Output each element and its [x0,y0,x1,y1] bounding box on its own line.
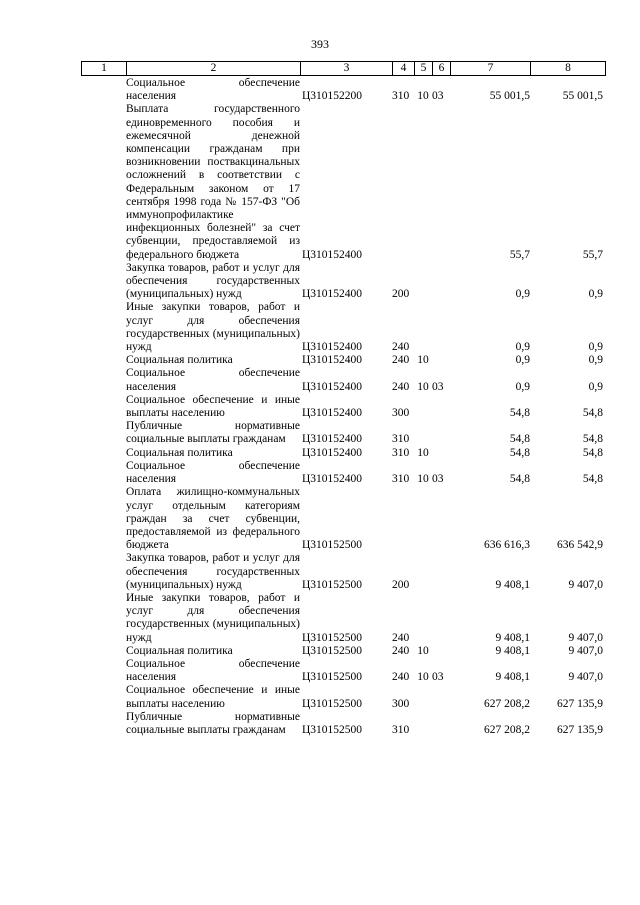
table-row [81,354,610,367]
row-col-4: 310 [392,90,410,103]
row-name: Иные закупки товаров, работ и услуг для обеспечения государственных (муниципальных) нужд [126,301,300,354]
table-row [81,552,610,592]
row-code: Ц310152400 [302,380,363,393]
row-name: Социальная политика [126,446,233,459]
row-col-8: 54,8 [582,446,603,459]
row-code: Ц310152400 [302,288,363,301]
row-name: Иные закупки товаров, работ и услуг для обеспечения государственных (муниципальных) нужд [126,591,300,644]
row-code: Ц310152500 [302,671,363,684]
row-col-4: 300 [392,697,410,710]
row-name: Социальное обеспечение населения [126,367,300,393]
table-row [81,658,610,684]
row-name: Оплата жилищно-коммунальных услуг отдельным категориям граждан за счет субвенции, предоставляемой из федерального бюджета [126,486,300,552]
table-row [81,460,610,486]
row-code: Ц310152400 [302,407,363,420]
row-col-4: 310 [392,723,410,736]
row-name: Социальная политика [126,644,233,657]
row-col-5: 10 [417,446,429,459]
table-header [81,61,606,76]
table-row [81,645,610,658]
table-body [81,77,610,737]
row-code: Ц310152400 [302,473,363,486]
row-col-4: 240 [392,380,410,393]
header-col-3: 3 [301,62,393,76]
row-name: Социальное обеспечение населения [126,77,300,103]
row-code: Ц310152500 [302,723,363,736]
row-col-8: 9 407,0 [568,578,603,591]
row-name: Социальное обеспечение и иные выплаты населению [126,393,300,420]
row-col-7: 0,9 [515,354,530,367]
row-col-8: 0,9 [588,380,603,393]
row-col-7: 627 208,2 [484,697,530,710]
row-col-7: 636 616,3 [484,539,530,552]
row-col-8: 9 407,0 [568,644,603,657]
table-row [81,684,610,710]
row-col-4: 240 [392,341,410,354]
row-col-7: 55,7 [509,248,530,261]
table-row [81,77,610,103]
row-col-7: 9 408,1 [495,578,530,591]
row-col-7: 0,9 [515,380,530,393]
row-code: Ц310152400 [302,446,363,459]
row-name: Закупка товаров, работ и услуг для обеспечения государственных (муниципальных) нужд [126,552,300,591]
row-code: Ц310152400 [302,433,363,446]
row-name: Социальное обеспечение населения [126,459,300,486]
row-col-5: 10 [417,671,429,684]
row-col-5: 10 [417,354,429,367]
header-col-4: 4 [393,62,415,76]
row-col-8: 627 135,9 [557,723,603,736]
row-col-7: 54,8 [509,473,530,486]
row-col-7: 9 408,1 [495,644,530,657]
row-col-8: 54,8 [582,473,603,486]
row-col-8: 55,7 [582,248,603,261]
row-col-7: 9 408,1 [495,671,530,684]
row-name: Публичные нормативные социальные выплаты гражданам [126,420,300,446]
row-col-7: 0,9 [515,288,530,301]
row-col-8: 9 407,0 [568,671,603,684]
header-col-2: 2 [127,62,301,76]
row-col-4: 240 [392,631,410,644]
row-col-7: 54,8 [509,433,530,446]
row-code: Ц310152500 [302,644,363,657]
table-row [81,447,610,460]
row-col-7: 55 001,5 [489,90,530,103]
row-col-4: 310 [392,473,410,486]
table-row [81,486,610,552]
header-col-7: 7 [451,62,531,76]
row-col-4: 200 [392,578,410,591]
row-code: Ц310152500 [302,697,363,710]
row-code: Ц310152500 [302,578,363,591]
table-row [81,262,610,302]
row-col-4: 310 [392,433,410,446]
row-col-6: 03 [432,473,444,486]
row-col-5: 10 [417,90,429,103]
row-col-8: 55 001,5 [562,90,603,103]
row-code: Ц310152500 [302,539,363,552]
page-number: 393 [311,37,329,51]
row-col-5: 10 [417,644,429,657]
row-col-6: 03 [432,671,444,684]
row-col-6: 03 [432,90,444,103]
row-col-7: 627 208,2 [484,723,530,736]
row-col-5: 10 [417,473,429,486]
row-col-4: 240 [392,354,410,367]
row-name: Социальное обеспечение населения [126,657,300,684]
row-col-7: 54,8 [509,407,530,420]
row-col-8: 636 542,9 [557,539,603,552]
row-col-8: 9 407,0 [568,631,603,644]
row-col-8: 54,8 [582,407,603,420]
row-name: Закупка товаров, работ и услуг для обеспечения государственных (муниципальных) нужд [126,261,300,301]
table-row [81,592,610,645]
row-name: Выплата государственного единовременного пособия и ежемесячной денежной компенсации гражданам при возникновении поствакцинальных осложнений в соответствии с Федеральным законом от 17 сентября 1998 года № 157-ФЗ "Об иммунопрофилактике инфекционных болезней" за счет субвенции, предоставляемой из федерального бюджета [126,103,300,261]
row-col-6: 03 [432,380,444,393]
row-code: Ц310152400 [302,341,363,354]
row-col-8: 0,9 [588,341,603,354]
table-row [81,711,610,737]
row-name: Публичные нормативные социальные выплаты гражданам [126,710,300,736]
table-row [81,420,610,446]
table-row [81,394,610,420]
header-col-1: 1 [82,62,127,76]
row-col-8: 54,8 [582,433,603,446]
row-col-4: 200 [392,288,410,301]
row-col-8: 0,9 [588,354,603,367]
row-col-4: 310 [392,446,410,459]
row-code: Ц310152200 [302,90,363,103]
row-col-7: 9 408,1 [495,631,530,644]
row-code: Ц310152400 [302,248,363,261]
table-row [81,301,610,354]
row-col-7: 54,8 [509,446,530,459]
row-col-4: 300 [392,407,410,420]
header-col-8: 8 [531,62,606,76]
row-col-4: 240 [392,671,410,684]
table-row [81,367,610,393]
row-code: Ц310152400 [302,354,363,367]
row-code: Ц310152500 [302,631,363,644]
row-col-8: 627 135,9 [557,697,603,710]
header-col-6: 6 [433,62,451,76]
header-col-5: 5 [415,62,433,76]
row-col-7: 0,9 [515,341,530,354]
row-col-8: 0,9 [588,288,603,301]
row-col-4: 240 [392,644,410,657]
row-name: Социальная политика [126,354,233,367]
row-name: Социальное обеспечение и иные выплаты населению [126,684,300,710]
row-col-5: 10 [417,380,429,393]
table-row [81,103,610,261]
